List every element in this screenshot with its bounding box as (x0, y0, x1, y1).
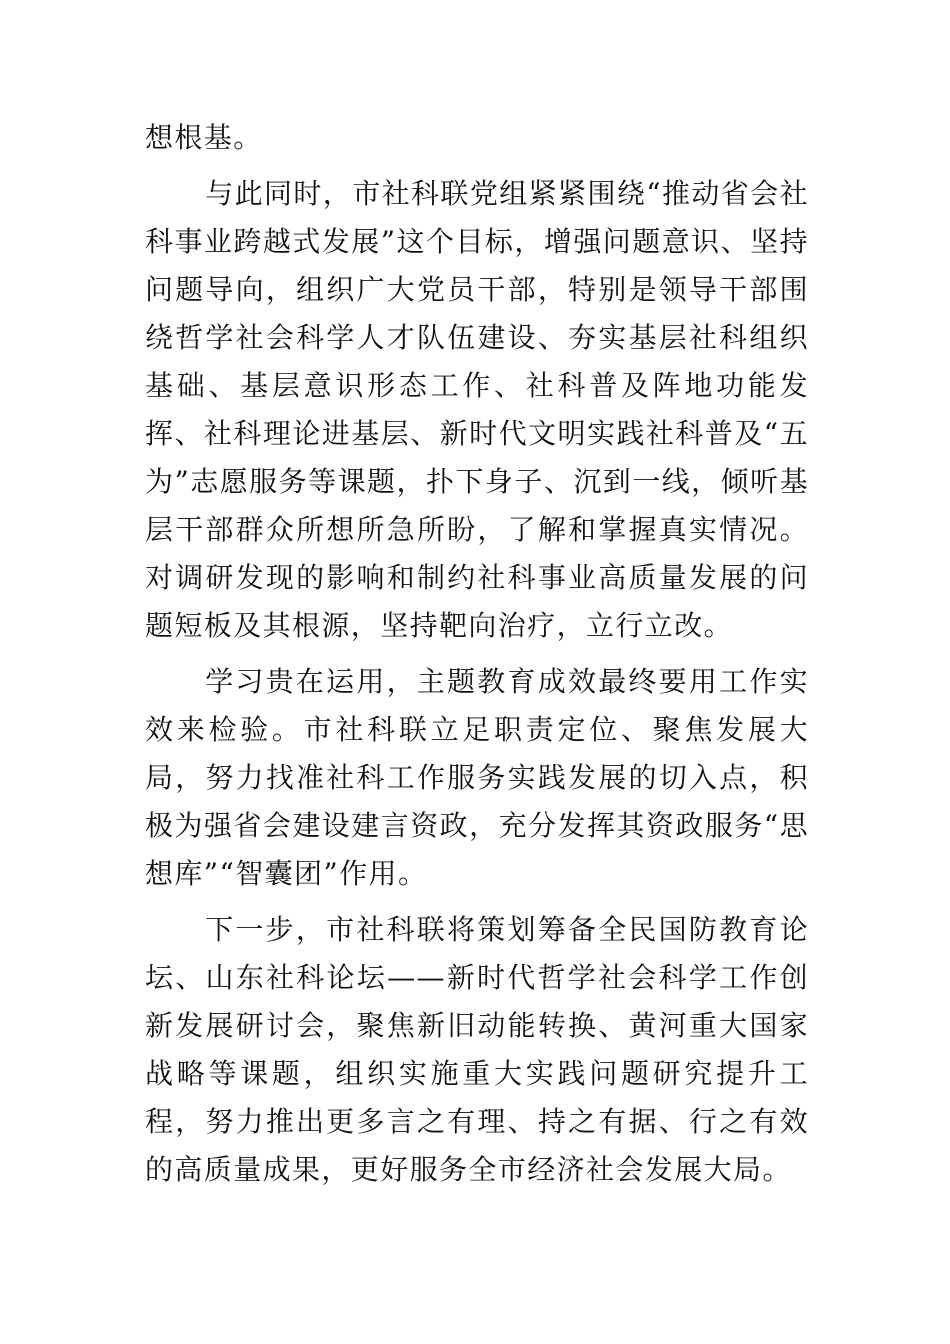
paragraph-continuation: 想根基。 (145, 121, 263, 154)
paragraph-research: 与此同时，市社科联党组紧紧围绕“推动省会社科事业跨越式发展”这个目标，增强问题意识、坚持问题导向，组织广大党员干部，特别是领导干部围绕哲学社会科学人才队伍建设、夯实基层社科组织基础、基层意识形态工作、社科普及阵地功能发挥、社科理论进基层、新时代文明实践社科普及“五为”志愿服务等课题，扑下身子、沉到一线，倾听基层干部群众所想所急所盼，了解和掌握真实情况。对调研发现的影响和制约社科事业高质量发展的问题短板及其根源，坚持靶向治疗，立行立改。 (145, 177, 809, 642)
paragraph-next-steps: 下一步，市社科联将策划筹备全民国防教育论坛、山东社科论坛——新时代哲学社会科学工作创新发展研讨会，聚焦新旧动能转换、黄河重大国家战略等课题，组织实施重大实践问题研究提升工程，努力推出更多言之有理、持之有据、行之有效的高质量成果，更好服务全市经济社会发展大局。 (145, 913, 809, 1186)
document-body (145, 114, 809, 1202)
paragraph-application: 学习贵在运用，主题教育成效最终要用工作实效来检验。市社科联立足职责定位、聚焦发展大局，努力找准社科工作服务实践发展的切入点，积极为强省会建设建言资政，充分发挥其资政服务“思想库”“智囊团”作用。 (145, 665, 809, 890)
